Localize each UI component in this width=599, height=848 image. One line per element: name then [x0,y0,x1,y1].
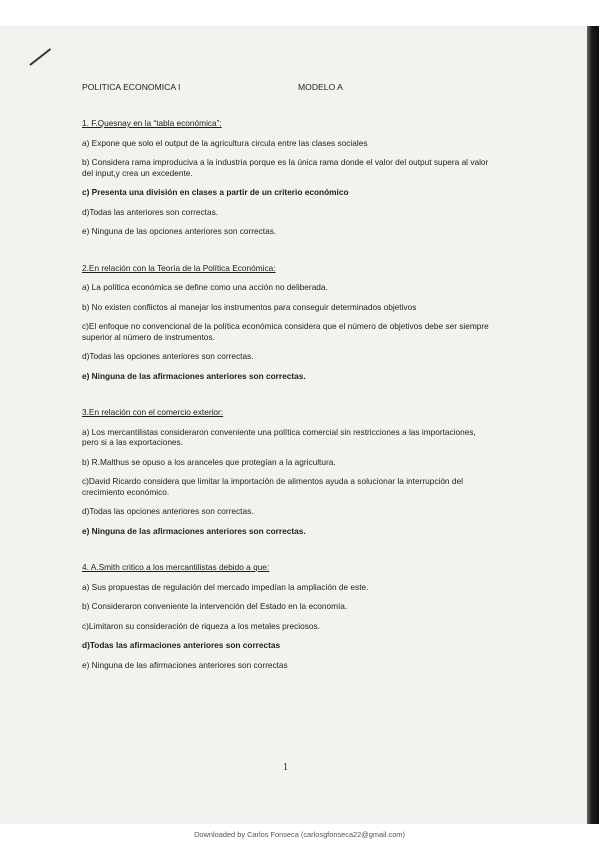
answer-option: c) Presenta una división en clases a partir de un criterio económico [82,187,349,197]
answer-option: c)David Ricardo considera que limitar la importación de alimentos ayuda a solucionar la interrupción del crecimiento económico. [82,476,463,497]
answer-option: c)El enfoque no convencional de la política económica considera que el número de objetivos debe ser siempre superior al número de instrumentos. [82,321,489,342]
answer-option: d)Todas las anteriores son correctas. [82,206,219,217]
page-number: 1 [283,762,288,773]
answer-option: a) Sus propuestas de regulación del mercado impedían la ampliación de este. [82,581,369,592]
answer-option: d)Todas las afirmaciones anteriores son correctas [82,640,281,650]
exam-header [82,82,492,98]
answer-option: d)Todas las opciones anteriores son correctas. [82,351,254,361]
dark-page-edge [587,26,599,824]
question-title: 4. A.Smith critico a los mercantilistas debido a que: [82,562,270,572]
document-photo [0,26,599,824]
question-4 [82,562,492,670]
question-3 [82,407,492,536]
answer-option: e) Ninguna de las afirmaciones anteriores son correctas [82,659,288,670]
answer-option: a) Expone que solo el output de la agricultura circula entre las clases sociales [82,137,368,148]
answer-option: a) La política económica se define como una acción no deliberada. [82,282,328,292]
question-title: 2.En relación con la Teoría de la Política Económica: [82,262,276,273]
question-2 [82,263,492,382]
answer-option: e) Ninguna de las afirmaciones anteriores son correctas. [82,525,306,536]
question-title: 1. F.Quesnay en la “tabla económica”: [82,118,222,128]
answer-option: b) R.Malthus se opuso a los aranceles que protegían a la agricultura. [82,456,336,467]
answer-option: e) Ninguna de las opciones anteriores son correctas. [82,226,277,236]
download-footer: Downloaded by Carlos Fonseca (carlosgfonseca22@gmail.com) [194,830,405,839]
answer-option: e) Ninguna de las afirmaciones anteriores son correctas. [82,370,306,381]
pen-mark [29,48,51,66]
answer-option: b) Considera rama improduciva a la industria porque es la única rama donde el valor del output supera al valor del input,y crea un excedente. [82,157,489,178]
question-1 [82,118,492,237]
answer-option: b) Consideraron conveniente la intervención del Estado en la economía. [82,601,348,611]
answer-option: d)Todas las opciones anteriores son correctas. [82,506,254,516]
exam-page [82,82,492,679]
answer-option: b) No existen conflictos al manejar los instrumentos para conseguir determinados objetivos [82,301,417,312]
question-list [82,118,492,670]
question-title: 3.En relación con el comercio exterior: [82,407,224,417]
answer-option: c)Limitaron su consideración de riqueza a los metales preciosos. [82,620,320,631]
course-title: POLITICA ECONOMICA I [82,82,181,92]
answer-option: a) Los mercantilistas consideraron conveniente una política comercial sin restricciones a las importaciones, pero si a las exportaciones. [82,426,476,447]
exam-model: MODELO A [298,82,343,92]
